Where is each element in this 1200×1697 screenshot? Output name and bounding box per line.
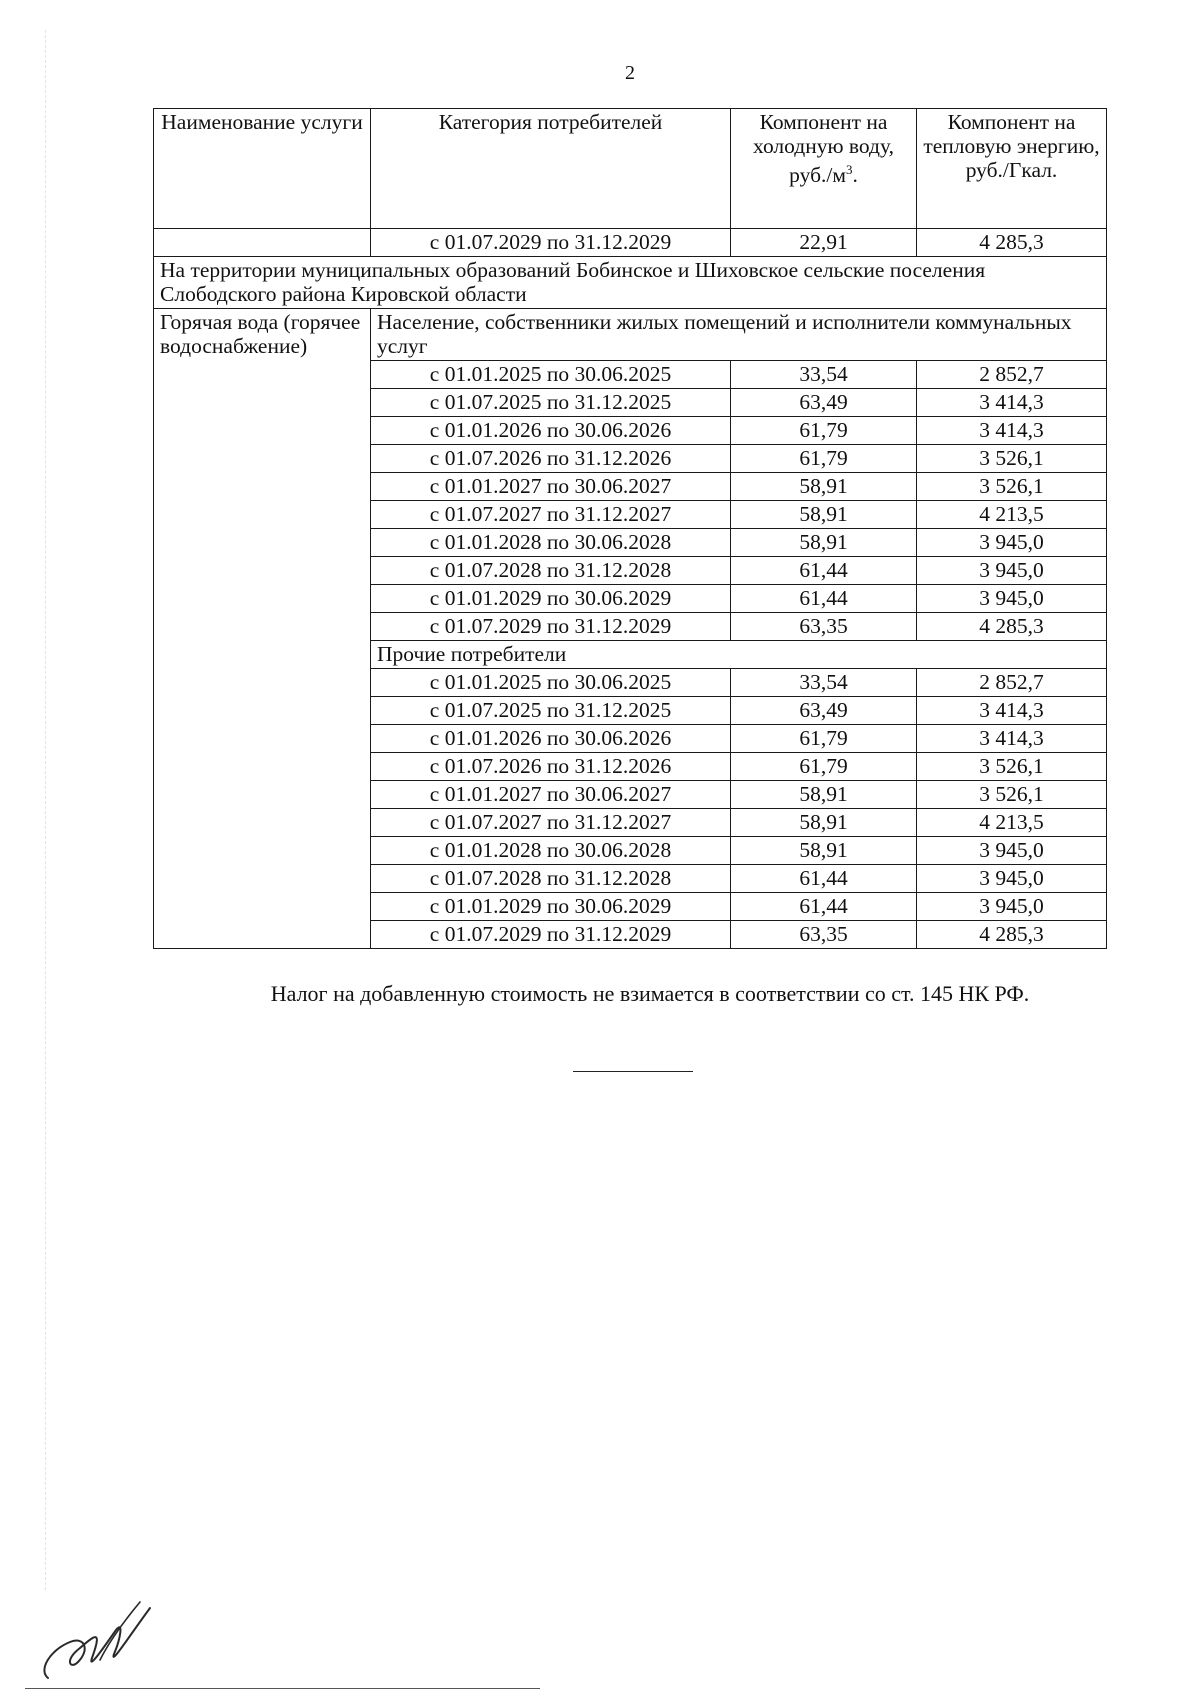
tariff-heat: 2 852,7 [917, 361, 1107, 389]
bottom-rule [25, 1688, 540, 1689]
tariff-period: с 01.01.2028 по 30.06.2028 [371, 837, 731, 865]
header-row [154, 109, 1107, 229]
tariff-cold-water: 58,91 [731, 781, 917, 809]
tariff-heat: 3 945,0 [917, 865, 1107, 893]
tariff-heat: 3 526,1 [917, 781, 1107, 809]
tariff-period: с 01.01.2026 по 30.06.2026 [371, 725, 731, 753]
carry-over-service-cell [154, 229, 371, 257]
tariff-table [153, 108, 1107, 949]
tariff-cold-water: 61,79 [731, 753, 917, 781]
tariff-heat: 3 526,1 [917, 753, 1107, 781]
tariff-period: с 01.01.2025 по 30.06.2025 [371, 669, 731, 697]
territory-text: На территории муниципальных образований Бобинское и Шиховское сельские поселения Слободского района Кировской области [154, 257, 1107, 309]
tariff-heat: 3 414,3 [917, 697, 1107, 725]
tariff-cold-water: 61,44 [731, 585, 917, 613]
tariff-heat: 3 945,0 [917, 585, 1107, 613]
tariff-heat: 3 945,0 [917, 557, 1107, 585]
tariff-period: с 01.01.2028 по 30.06.2028 [371, 529, 731, 557]
tariff-period: с 01.01.2027 по 30.06.2027 [371, 473, 731, 501]
header-cold-water [731, 109, 917, 229]
tariff-period: с 01.07.2027 по 31.12.2027 [371, 809, 731, 837]
tariff-heat: 3 945,0 [917, 529, 1107, 557]
tariff-period: с 01.07.2028 по 31.12.2028 [371, 557, 731, 585]
tariff-period: с 01.07.2029 по 31.12.2029 [371, 613, 731, 641]
tariff-cold-water: 61,79 [731, 417, 917, 445]
tariff-heat: 3 945,0 [917, 893, 1107, 921]
page-number: 2 [625, 62, 635, 84]
tariff-period: с 01.07.2029 по 31.12.2029 [371, 921, 731, 949]
header-service: Наименование услуги [154, 109, 371, 229]
header-cold-water-tail: . [852, 163, 858, 188]
header-cold-water-sup: 3 [845, 162, 853, 177]
tariff-heat: 3 414,3 [917, 417, 1107, 445]
tariff-cold-water: 63,35 [731, 921, 917, 949]
carry-over-period: с 01.07.2029 по 31.12.2029 [371, 229, 731, 257]
tariff-heat: 4 285,3 [917, 613, 1107, 641]
tariff-cold-water: 63,49 [731, 389, 917, 417]
tariff-heat: 3 526,1 [917, 445, 1107, 473]
signature-mark [30, 1590, 170, 1690]
tariff-heat: 2 852,7 [917, 669, 1107, 697]
consumer-group-row [154, 309, 1107, 361]
tariff-cold-water: 61,79 [731, 725, 917, 753]
tariff-heat: 4 285,3 [917, 921, 1107, 949]
tariff-heat: 3 414,3 [917, 725, 1107, 753]
header-category: Категория потребителей [371, 109, 731, 229]
tariff-heat: 3 526,1 [917, 473, 1107, 501]
tariff-cold-water: 58,91 [731, 473, 917, 501]
end-of-document-line [573, 1071, 693, 1072]
vat-note: Налог на добавленную стоимость не взимается в соответствии со ст. 145 НК РФ. [270, 981, 1030, 1006]
tariff-cold-water: 63,49 [731, 697, 917, 725]
tariff-heat: 4 213,5 [917, 501, 1107, 529]
tariff-cold-water: 61,79 [731, 445, 917, 473]
tariff-cold-water: 58,91 [731, 837, 917, 865]
tariff-period: с 01.07.2025 по 31.12.2025 [371, 697, 731, 725]
tariff-period: с 01.07.2027 по 31.12.2027 [371, 501, 731, 529]
tariff-period: с 01.01.2025 по 30.06.2025 [371, 361, 731, 389]
header-heat: Компонент на тепловую энергию, руб./Гкал. [917, 109, 1107, 229]
tariff-period: с 01.07.2026 по 31.12.2026 [371, 753, 731, 781]
tariff-heat: 4 213,5 [917, 809, 1107, 837]
tariff-heat: 3 414,3 [917, 389, 1107, 417]
tariff-period: с 01.07.2026 по 31.12.2026 [371, 445, 731, 473]
tariff-heat: 3 945,0 [917, 837, 1107, 865]
consumer-group-name: Прочие потребители [371, 641, 1107, 669]
territory-row [154, 257, 1107, 309]
tariff-cold-water: 33,54 [731, 361, 917, 389]
tariff-cold-water: 58,91 [731, 529, 917, 557]
scan-fold-line [45, 30, 46, 1590]
header-cold-water-text: Компонент на холодную воду, руб./м [753, 110, 894, 188]
carry-over-heat: 4 285,3 [917, 229, 1107, 257]
tariff-cold-water: 61,44 [731, 865, 917, 893]
service-name: Горячая вода (горячее водоснабжение) [154, 309, 371, 949]
tariff-cold-water: 58,91 [731, 501, 917, 529]
tariff-cold-water: 61,44 [731, 557, 917, 585]
tariff-period: с 01.01.2029 по 30.06.2029 [371, 893, 731, 921]
tariff-period: с 01.07.2025 по 31.12.2025 [371, 389, 731, 417]
tariff-period: с 01.01.2027 по 30.06.2027 [371, 781, 731, 809]
tariff-period: с 01.01.2026 по 30.06.2026 [371, 417, 731, 445]
tariff-period: с 01.07.2028 по 31.12.2028 [371, 865, 731, 893]
tariff-cold-water: 61,44 [731, 893, 917, 921]
carry-over-cold: 22,91 [731, 229, 917, 257]
consumer-group-name: Население, собственники жилых помещений и исполнители коммунальных услуг [371, 309, 1107, 361]
tariff-period: с 01.01.2029 по 30.06.2029 [371, 585, 731, 613]
tariff-cold-water: 58,91 [731, 809, 917, 837]
tariff-cold-water: 33,54 [731, 669, 917, 697]
tariff-cold-water: 63,35 [731, 613, 917, 641]
carry-over-row [154, 229, 1107, 257]
